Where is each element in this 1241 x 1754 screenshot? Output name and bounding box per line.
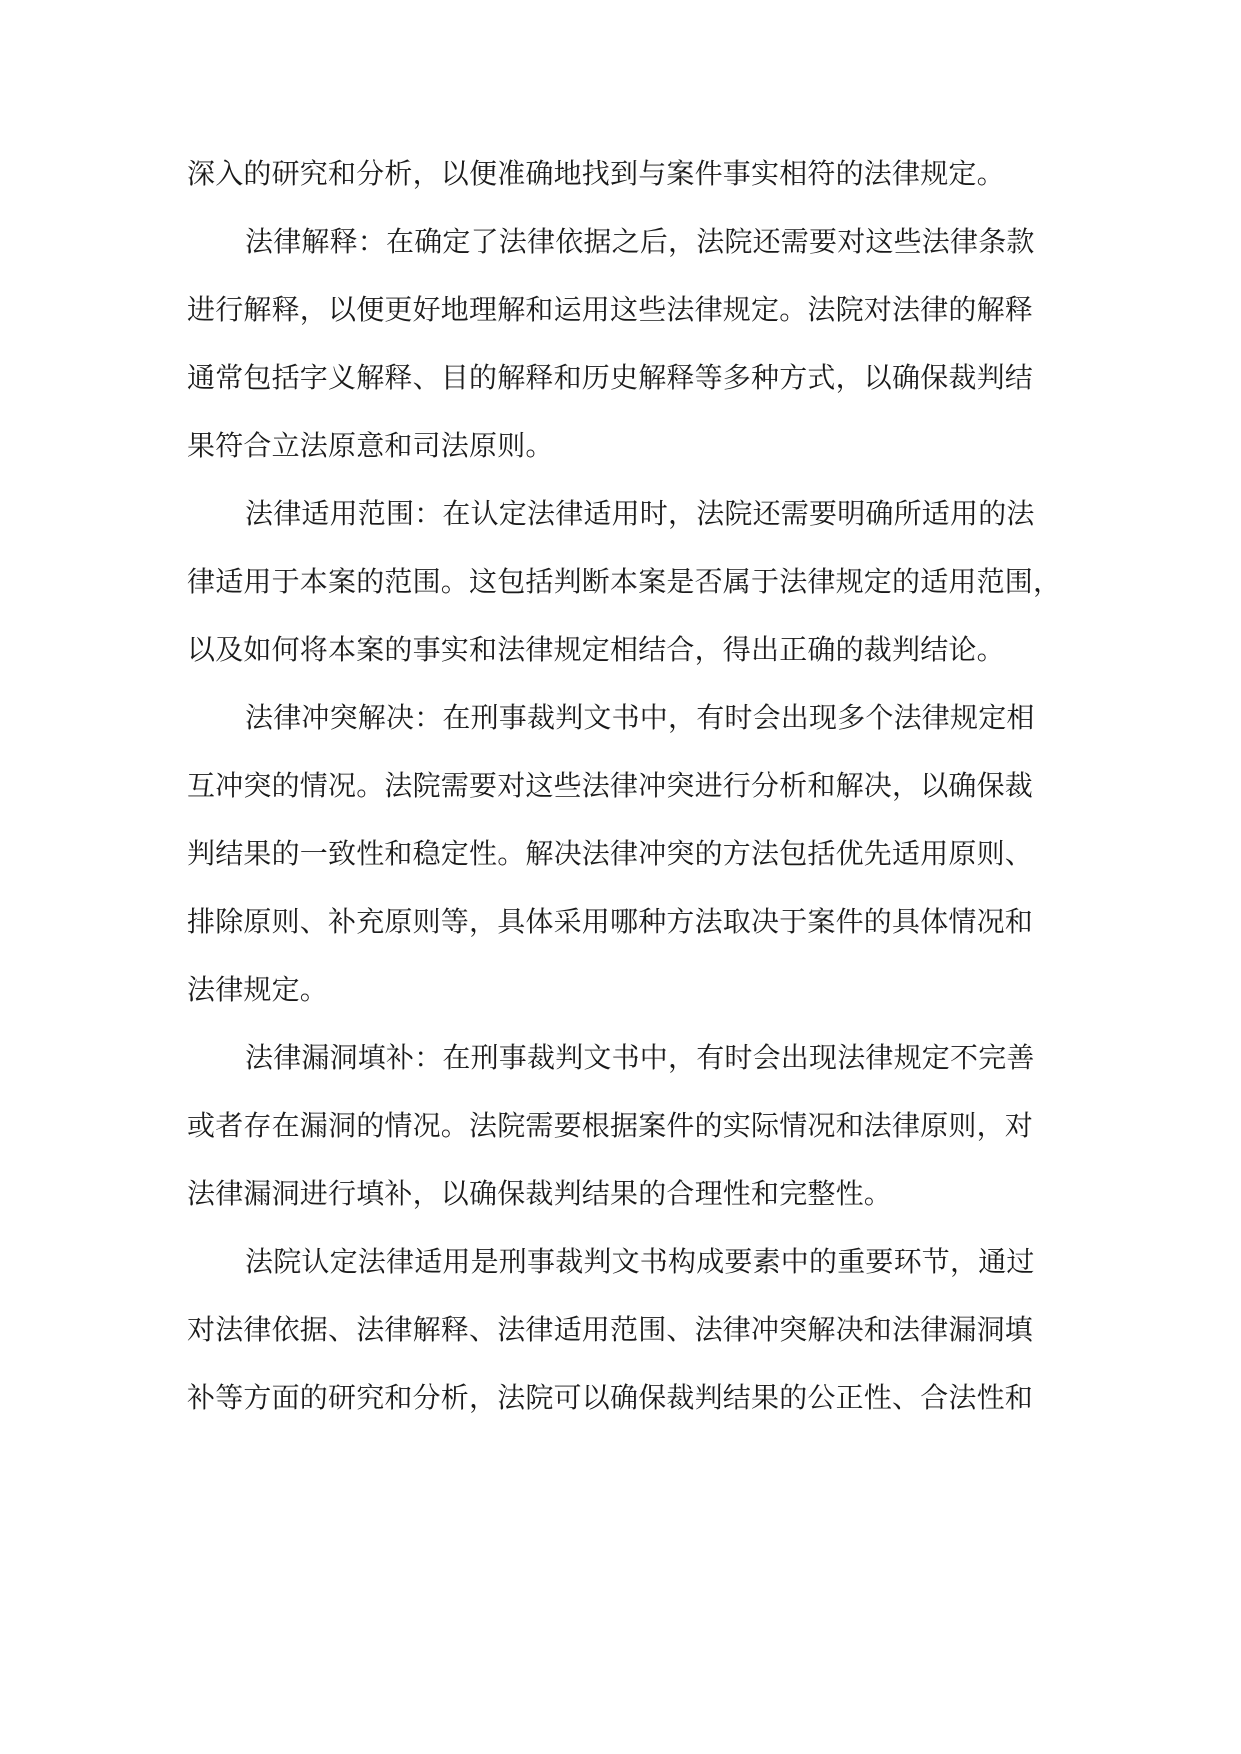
text-line: 判结果的一致性和稳定性。解决法律冲突的方法包括优先适用原则、 bbox=[187, 837, 1034, 870]
text-line: 互冲突的情况。法院需要对这些法律冲突进行分析和解决，以确保裁 bbox=[187, 769, 1034, 802]
paragraph-first-line: 法律漏洞填补：在刑事裁判文书中，有时会出现法律规定不完善 bbox=[245, 1041, 1035, 1074]
text-line: 律适用于本案的范围。这包括判断本案是否属于法律规定的适用范围， bbox=[187, 565, 1062, 598]
text-line: 通常包括字义解释、目的解释和历史解释等多种方式，以确保裁判结 bbox=[187, 361, 1034, 394]
text-line: 果符合立法原意和司法原则。 bbox=[187, 429, 554, 462]
paragraph-first-line: 法律适用范围：在认定法律适用时，法院还需要明确所适用的法 bbox=[245, 497, 1035, 530]
paragraph-first-line: 法院认定法律适用是刑事裁判文书构成要素中的重要环节，通过 bbox=[245, 1245, 1035, 1278]
text-line: 进行解释，以便更好地理解和运用这些法律规定。法院对法律的解释 bbox=[187, 293, 1034, 326]
text-line: 对法律依据、法律解释、法律适用范围、法律冲突解决和法律漏洞填 bbox=[187, 1313, 1034, 1346]
text-line: 或者存在漏洞的情况。法院需要根据案件的实际情况和法律原则，对 bbox=[187, 1109, 1034, 1142]
body-text bbox=[187, 140, 1062, 1432]
text-line: 法律漏洞进行填补，以确保裁判结果的合理性和完整性。 bbox=[187, 1177, 893, 1210]
text-line: 排除原则、补充原则等，具体采用哪种方法取决于案件的具体情况和 bbox=[187, 905, 1034, 938]
paragraph-first-line: 法律冲突解决：在刑事裁判文书中，有时会出现多个法律规定相 bbox=[245, 701, 1035, 734]
text-line: 深入的研究和分析，以便准确地找到与案件事实相符的法律规定。 bbox=[187, 157, 1005, 190]
text-line: 法律规定。 bbox=[187, 973, 329, 1006]
text-line: 补等方面的研究和分析，法院可以确保裁判结果的公正性、合法性和 bbox=[187, 1381, 1034, 1414]
text-line: 以及如何将本案的事实和法律规定相结合，得出正确的裁判结论。 bbox=[187, 633, 1005, 666]
paragraph-first-line: 法律解释：在确定了法律依据之后，法院还需要对这些法律条款 bbox=[245, 225, 1035, 258]
